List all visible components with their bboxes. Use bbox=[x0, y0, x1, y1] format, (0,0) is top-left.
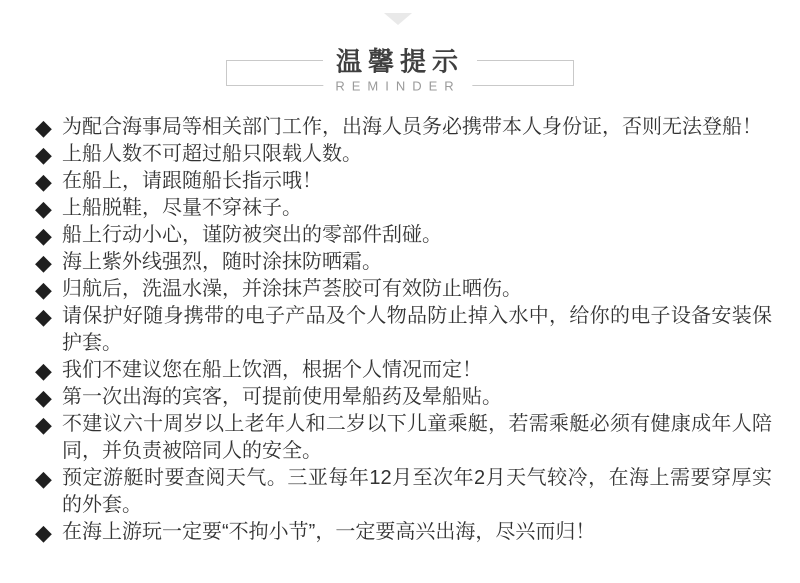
tip-text: 预定游艇时要查阅天气。三亚每年12月至次年2月天气较冷，在海上需要穿厚实的外套。 bbox=[62, 467, 772, 516]
diamond-bullet-icon: ◆ bbox=[35, 277, 52, 302]
tip-item bbox=[35, 195, 772, 222]
tip-item bbox=[35, 276, 772, 303]
page-title: 温馨提示 bbox=[323, 42, 477, 79]
tip-text: 为配合海事局等相关部门工作，出海人员务必携带本人身份证，否则无法登船！ bbox=[62, 116, 762, 138]
tip-item bbox=[35, 222, 772, 249]
tip-text: 上船脱鞋，尽量不穿袜子。 bbox=[62, 197, 302, 219]
diamond-bullet-icon: ◆ bbox=[35, 142, 52, 167]
diamond-bullet-icon: ◆ bbox=[35, 250, 52, 275]
diamond-bullet-icon: ◆ bbox=[35, 304, 52, 329]
ribbon-triangle-down-icon bbox=[384, 13, 412, 25]
tip-text: 不建议六十周岁以上老年人和二岁以下儿童乘艇，若需乘艇必须有健康成年人陪同，并负责被陪同人的安全。 bbox=[62, 413, 772, 462]
tip-item bbox=[35, 249, 772, 276]
tip-item bbox=[35, 168, 772, 195]
tip-text: 海上紫外线强烈，随时涂抹防晒霜。 bbox=[62, 251, 382, 273]
tip-item bbox=[35, 303, 772, 357]
tip-item bbox=[35, 141, 772, 168]
tip-text: 我们不建议您在船上饮酒，根据个人情况而定！ bbox=[62, 359, 482, 381]
tip-item bbox=[35, 411, 772, 465]
diamond-bullet-icon: ◆ bbox=[35, 466, 52, 491]
notice-header bbox=[0, 0, 800, 114]
diamond-bullet-icon: ◆ bbox=[35, 196, 52, 221]
tip-item bbox=[35, 519, 772, 546]
tip-text: 在海上游玩一定要“不拘小节”，一定要高兴出海，尽兴而归！ bbox=[62, 521, 596, 543]
tip-text: 上船人数不可超过船只限载人数。 bbox=[62, 143, 362, 165]
diamond-bullet-icon: ◆ bbox=[35, 385, 52, 410]
diamond-bullet-icon: ◆ bbox=[35, 358, 52, 383]
tip-item bbox=[35, 114, 772, 141]
tip-text: 请保护好随身携带的电子产品及个人物品防止掉入水中，给你的电子设备安装保护套。 bbox=[62, 305, 772, 354]
diamond-bullet-icon: ◆ bbox=[35, 169, 52, 194]
tip-text: 在船上，请跟随船长指示哦！ bbox=[62, 170, 322, 192]
tip-text: 归航后，洗温水澡，并涂抹芦荟胶可有效防止晒伤。 bbox=[62, 278, 522, 300]
diamond-bullet-icon: ◆ bbox=[35, 412, 52, 437]
tip-item bbox=[35, 384, 772, 411]
page-subtitle: REMINDER bbox=[323, 79, 472, 94]
tip-item bbox=[35, 357, 772, 384]
tip-text: 船上行动小心，谨防被突出的零部件刮碰。 bbox=[62, 224, 442, 246]
diamond-bullet-icon: ◆ bbox=[35, 115, 52, 140]
diamond-bullet-icon: ◆ bbox=[35, 520, 52, 545]
tip-text: 第一次出海的宾客，可提前使用晕船药及晕船贴。 bbox=[62, 386, 502, 408]
diamond-bullet-icon: ◆ bbox=[35, 223, 52, 248]
tip-item bbox=[35, 465, 772, 519]
tips-list bbox=[35, 114, 772, 546]
